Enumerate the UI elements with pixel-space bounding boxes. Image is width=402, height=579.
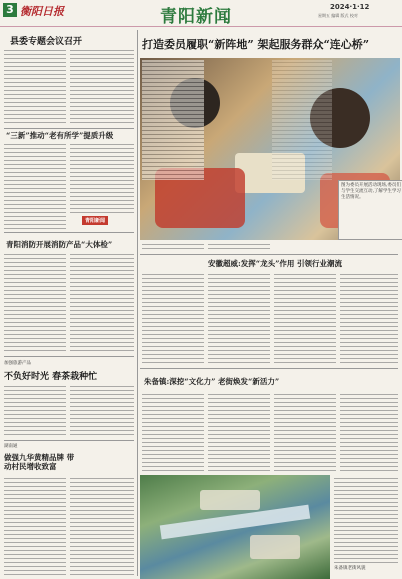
article-title-b1: 安徽超威:发挥“龙头”作用 引领行业潮流	[208, 259, 343, 268]
article-body-1b	[70, 48, 134, 126]
article-body-1a	[4, 48, 66, 126]
b1-body-c	[274, 272, 336, 364]
b2-body-c	[274, 392, 336, 472]
divider	[4, 128, 134, 129]
divider	[140, 368, 398, 369]
b1-body-a	[142, 272, 204, 364]
divider	[4, 232, 134, 233]
article-title-b2: 朱备镇:深挖“文化力” 老街焕发“新活力”	[144, 377, 280, 386]
main-body-3	[272, 60, 332, 180]
b2-body-e	[334, 476, 398, 564]
main-body-overlay	[142, 60, 204, 180]
article-title-2: “三新”推动“老有所学”提质升级	[6, 131, 114, 140]
section-title: 青阳新闻	[160, 7, 232, 27]
article-body-2a	[4, 142, 66, 230]
article-title-5: 做强九华黄精品牌 带动村民增收致富	[4, 453, 75, 471]
article-body-2b	[70, 142, 134, 214]
photo-caption: 图为委员开展活动现场,委员们与学生交流互动,了解学生学习生活情况。	[338, 180, 402, 240]
article-body-4a	[4, 384, 66, 436]
article-kicker-4: 加强旅游产品	[4, 361, 31, 366]
article-kicker-5: 湖南通	[4, 444, 18, 449]
b1-body-d	[340, 272, 398, 364]
article-body-4b	[70, 384, 134, 436]
article-body-5b	[70, 476, 134, 576]
b2-body-a	[142, 392, 204, 472]
page-number: 3	[3, 3, 17, 17]
column-divider	[137, 30, 138, 576]
section-badge: 青阳新闻	[82, 216, 108, 225]
issue-date: 2024·1·12	[330, 3, 370, 11]
divider	[4, 440, 134, 441]
article-title-1: 县委专题会议召开	[10, 37, 83, 47]
divider	[4, 356, 134, 357]
article-body-3b	[70, 252, 134, 352]
main-body-1	[142, 242, 204, 252]
town-photo-caption: 朱备镇老街风貌	[334, 566, 366, 571]
article-title-4: 不负好时光 春茶栽种忙	[4, 372, 98, 382]
divider	[140, 254, 398, 255]
b2-body-d	[340, 392, 398, 472]
newspaper-logo: 衡阳日报	[20, 5, 64, 18]
issue-meta: 星期五 编辑 版式 校对	[318, 13, 358, 18]
town-photo	[140, 475, 330, 579]
b2-body-b	[208, 392, 270, 472]
article-title-3: 青阳消防开展消防产品“大体检”	[6, 240, 113, 249]
article-body-5a	[4, 476, 66, 576]
article-body-3a	[4, 252, 66, 352]
b1-body-b	[208, 272, 270, 364]
main-body-2	[208, 242, 270, 252]
main-headline: 打造委员履职“新阵地” 架起服务群众“连心桥”	[142, 38, 370, 51]
